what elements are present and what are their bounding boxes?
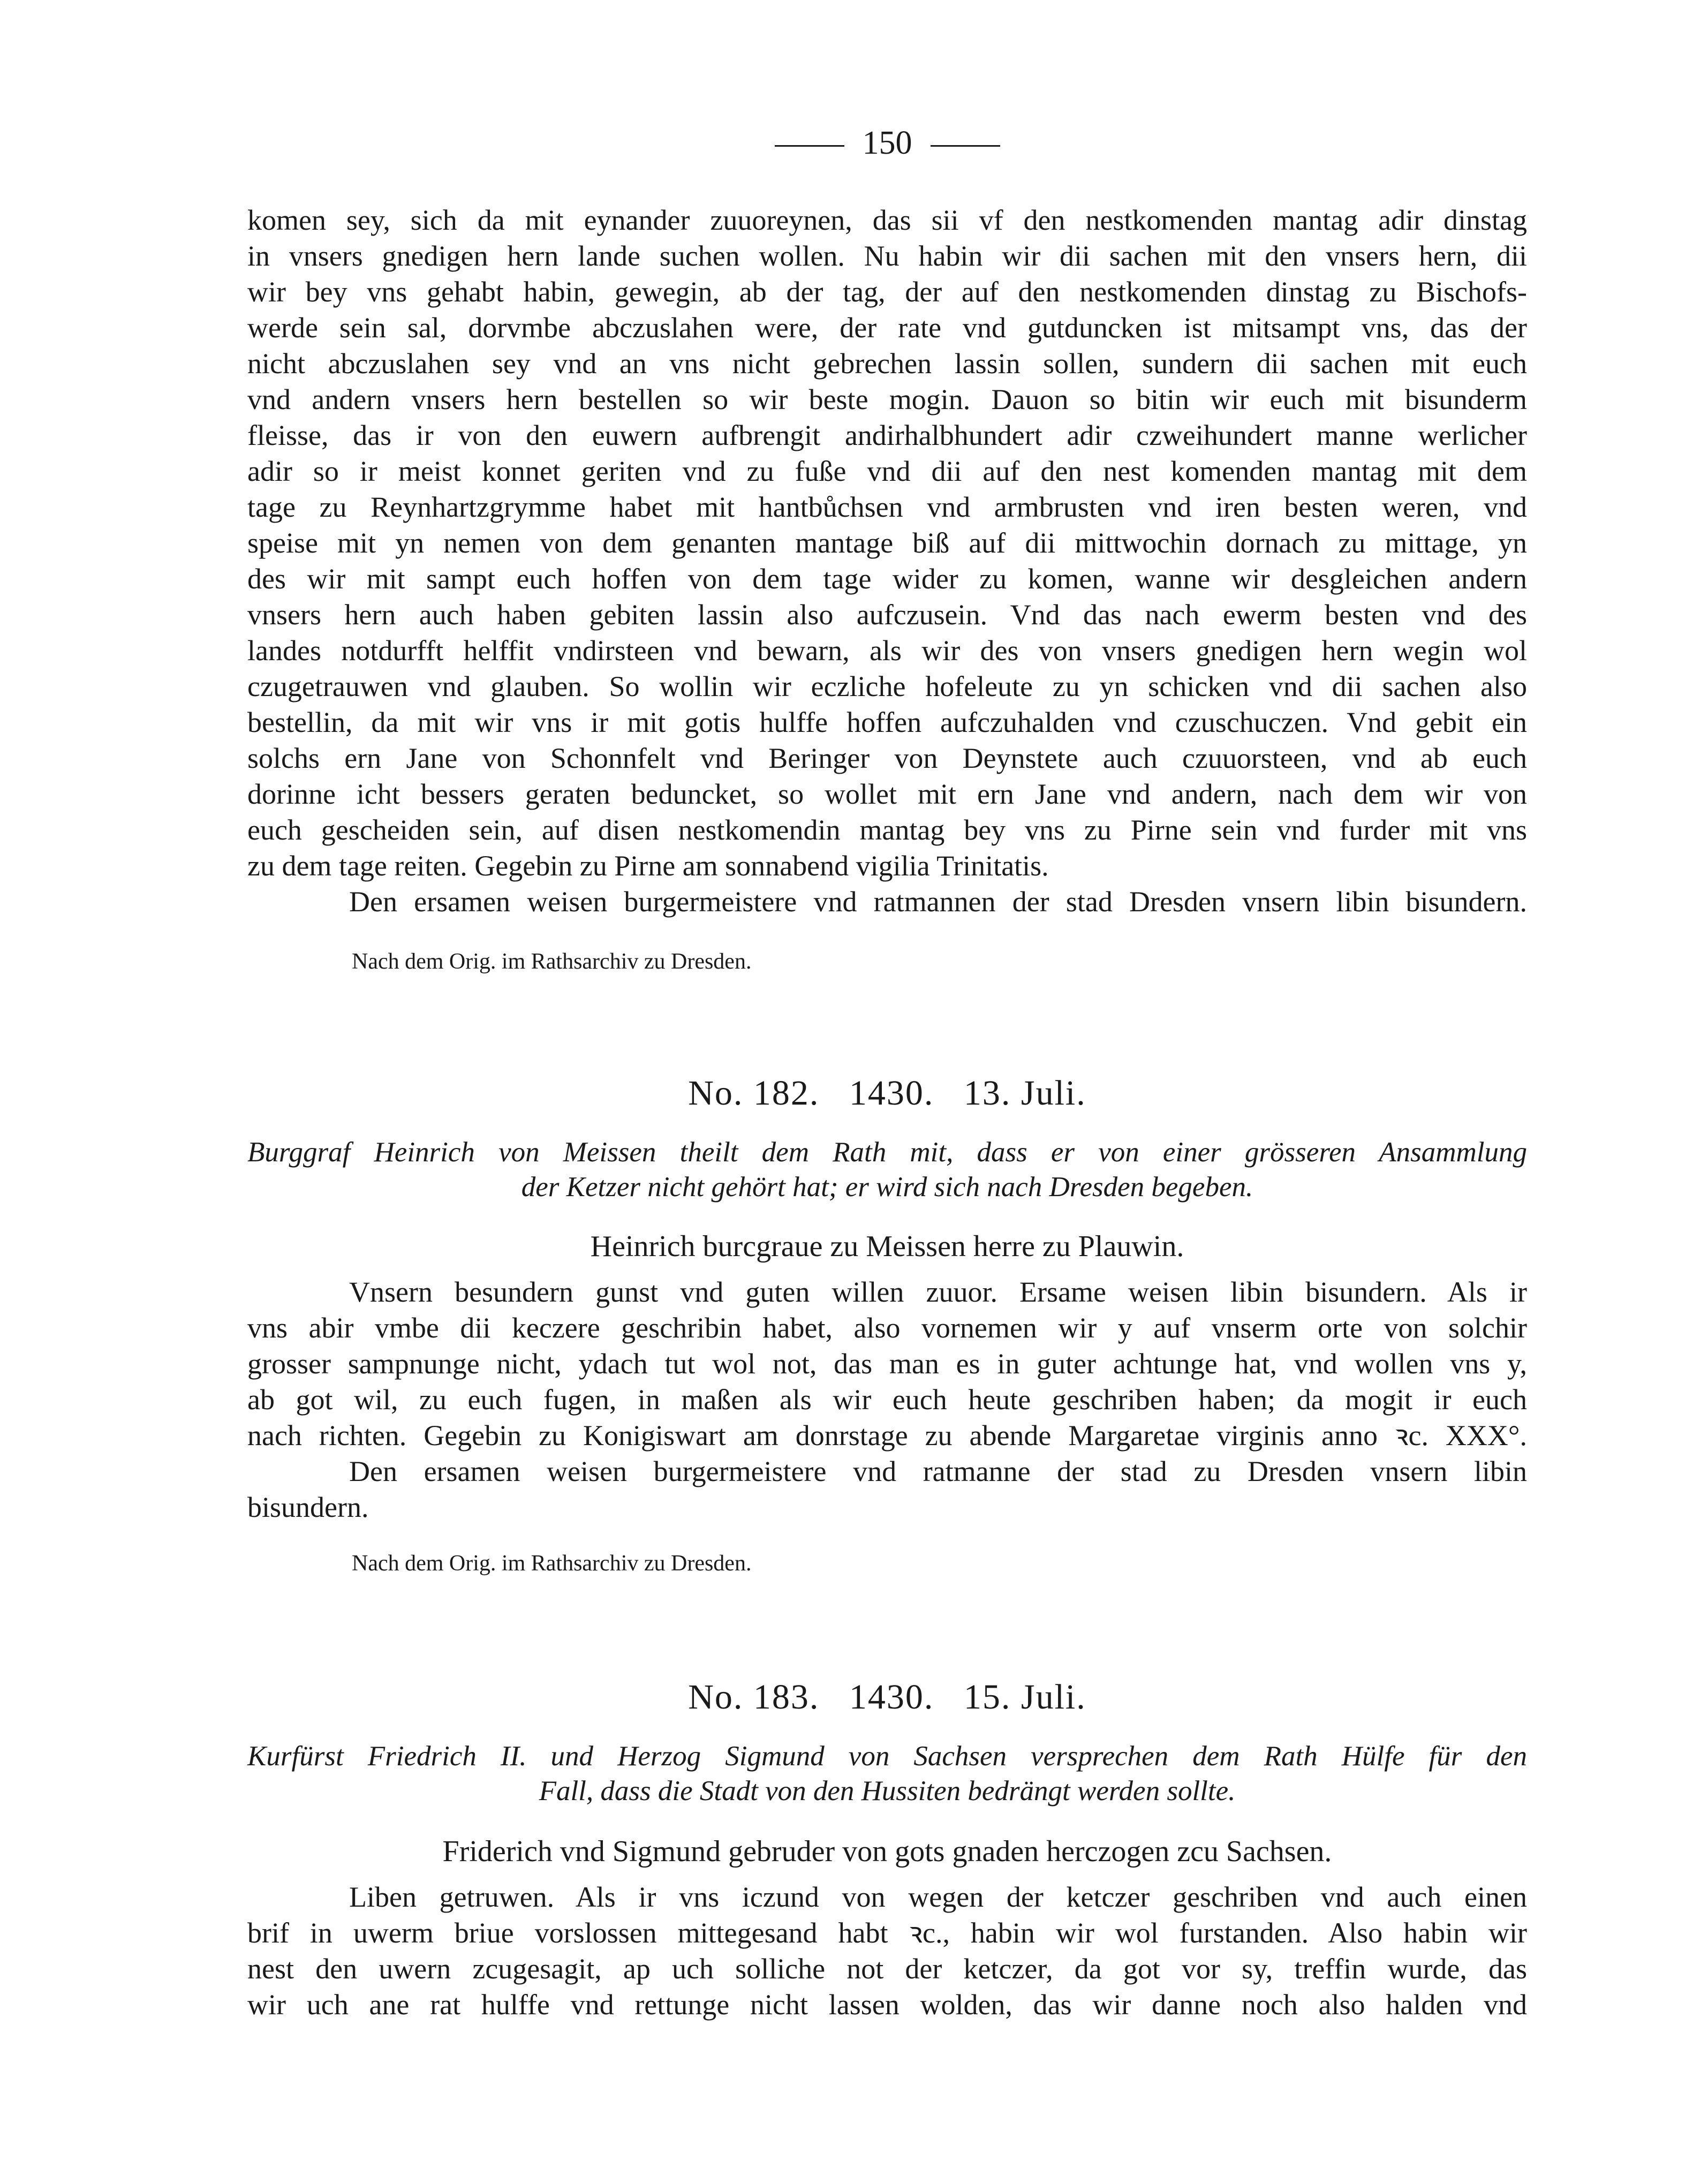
- text-line: landes notdurfft helffit vndirsteen vnd bewarn, als wir des von vnsers gnedigen hern wegin wol: [247, 634, 1527, 667]
- text-line: wir uch ane rat hulffe vnd rettunge nicht lassen wolden, das wir danne noch also halden vnd: [247, 1989, 1527, 2021]
- address-line: bisundern.: [247, 1491, 369, 1523]
- address-line: Den ersamen weisen burgermeistere vnd ratmanne der stad zu Dresden vnsern libin: [349, 1455, 1527, 1487]
- text-line: nicht abczuslahen sey vnd an vns nicht gebrechen lassin sollen, sundern dii sachen mit euch: [247, 347, 1527, 380]
- text-line: tage zu Reynhartzgrymme habet mit hantbůchsen vnd armbrusten vnd iren besten weren, vnd: [247, 491, 1527, 523]
- address-line: Den ersamen weisen burgermeistere vnd ratmannen der stad Dresden vnsern libin bisundern.: [349, 886, 1527, 918]
- text-line: bestellin, da mit wir vns ir mit gotis hulffe hoffen aufczuhalden vnd czuschuczen. Vnd gebit ein: [247, 706, 1527, 738]
- document-summary-183: [247, 1739, 1527, 1809]
- text-line: speise mit yn nemen von dem genanten mantage biß auf dii mittwochin dornach zu mittage, yn: [247, 527, 1527, 559]
- text-line: vns abir vmbe dii keczere geschribin habet, also vornemen wir y auf vnserm orte von solchir: [247, 1312, 1527, 1344]
- document-title-182: No. 182. 1430. 13. Juli.: [688, 1074, 1086, 1113]
- text-line: brif in uwerm briue vorslossen mittegesand habt ꝛc., habin wir wol furstanden. Also habin wir: [247, 1917, 1527, 1949]
- summary-line: Burggraf Heinrich von Meissen theilt dem Rath mit, dass er von einer grösseren Ansammlung: [247, 1137, 1527, 1168]
- text-line: komen sey, sich da mit eynander zuuoreynen, das sii vf den nestkomenden mantag adir dinstag: [247, 204, 1527, 236]
- text-line: grosser sampnunge nicht, ydach tut wol not, das man es in guter achtunge hat, vnd wollen vns y,: [247, 1348, 1527, 1380]
- text-line: werde sein sal, dorvmbe abczuslahen were, der rate vnd gutduncken ist mitsampt vns, das der: [247, 312, 1527, 344]
- text-line: czugetrauwen vnd glauben. So wollin wir eczliche hofeleute zu yn schicken vnd dii sachen also: [247, 670, 1527, 702]
- document-page: [247, 0, 1527, 2184]
- document-text-183: [247, 1879, 1527, 2023]
- source-note-182: Nach dem Orig. im Rathsarchiv zu Dresden.: [352, 1551, 752, 1576]
- continuation-text: [247, 202, 1527, 920]
- header-dash-left: [775, 145, 844, 147]
- text-line: vnsers hern auch haben gebiten lassin also aufczusein. Vnd das nach ewerm besten vnd des: [247, 599, 1527, 631]
- text-line: nest den uwern zcugesagit, ap uch solliche not der ketczer, da got vor sy, treffin wurde, das: [247, 1953, 1527, 1985]
- document-summary-182: [247, 1135, 1527, 1205]
- text-line: ab got wil, zu euch fugen, in maßen als wir euch heute geschriben haben; da mogit ir euch: [247, 1384, 1527, 1416]
- source-note: Nach dem Orig. im Rathsarchiv zu Dresden.: [352, 949, 752, 974]
- document-title-183: No. 183. 1430. 15. Juli.: [688, 1677, 1086, 1717]
- text-line: in vnsers gnedigen hern lande suchen wollen. Nu habin wir dii sachen mit den vnsers hern, dii: [247, 240, 1527, 272]
- summary-line: Kurfürst Friedrich II. und Herzog Sigmund von Sachsen versprechen dem Rath Hülfe für den: [247, 1741, 1527, 1772]
- text-line: vnd andern vnsers hern bestellen so wir beste mogin. Dauon so bitin wir euch mit bisunderm: [247, 383, 1527, 415]
- text-line: Liben getruwen. Als ir vns iczund von wegen der ketczer geschriben vnd auch einen: [349, 1881, 1527, 1913]
- text-line: zu dem tage reiten. Gegebin zu Pirne am sonnabend vigilia Trinitatis.: [247, 850, 1049, 882]
- document-text-182: [247, 1274, 1527, 1525]
- summary-line: der Ketzer nicht gehört hat; er wird sich nach Dresden begeben.: [521, 1172, 1253, 1203]
- text-line: adir so ir meist konnet geriten vnd zu fuße vnd dii auf den nest komenden mantag mit dem: [247, 455, 1527, 487]
- sender-line-182: Heinrich burcgraue zu Meissen herre zu Plauwin.: [590, 1230, 1184, 1263]
- text-line: nach richten. Gegebin zu Konigiswart am donrstage zu abende Margaretae virginis anno ꝛc. XXX°.: [247, 1419, 1527, 1452]
- header-dash-right: [931, 145, 1000, 147]
- text-line: solchs ern Jane von Schonnfelt vnd Beringer von Deynstete auch czuuorsteen, vnd ab euch: [247, 742, 1527, 774]
- page-number: 150: [862, 125, 912, 161]
- sender-line-183: Friderich vnd Sigmund gebruder von gots gnaden herczogen zcu Sachsen.: [442, 1835, 1332, 1868]
- text-line: des wir mit sampt euch hoffen von dem tage wider zu komen, wanne wir desgleichen andern: [247, 563, 1527, 595]
- text-line: dorinne icht bessers geraten beduncket, so wollet mit ern Jane vnd andern, nach dem wir von: [247, 778, 1527, 810]
- text-line: euch gescheiden sein, auf disen nestkomendin mantag bey vns zu Pirne sein vnd furder mit vns: [247, 814, 1527, 846]
- text-line: fleisse, das ir von den euwern aufbrengit andirhalbhundert adir czweihundert manne werlicher: [247, 419, 1527, 451]
- text-line: Vnsern besundern gunst vnd guten willen zuuor. Ersame weisen libin bisundern. Als ir: [349, 1276, 1527, 1308]
- page-header: [247, 124, 1527, 162]
- summary-line: Fall, dass die Stadt von den Hussiten bedrängt werden sollte.: [539, 1775, 1236, 1807]
- text-line: wir bey vns gehabt habin, gewegin, ab der tag, der auf den nestkomenden dinstag zu Bischofs-: [247, 276, 1527, 308]
